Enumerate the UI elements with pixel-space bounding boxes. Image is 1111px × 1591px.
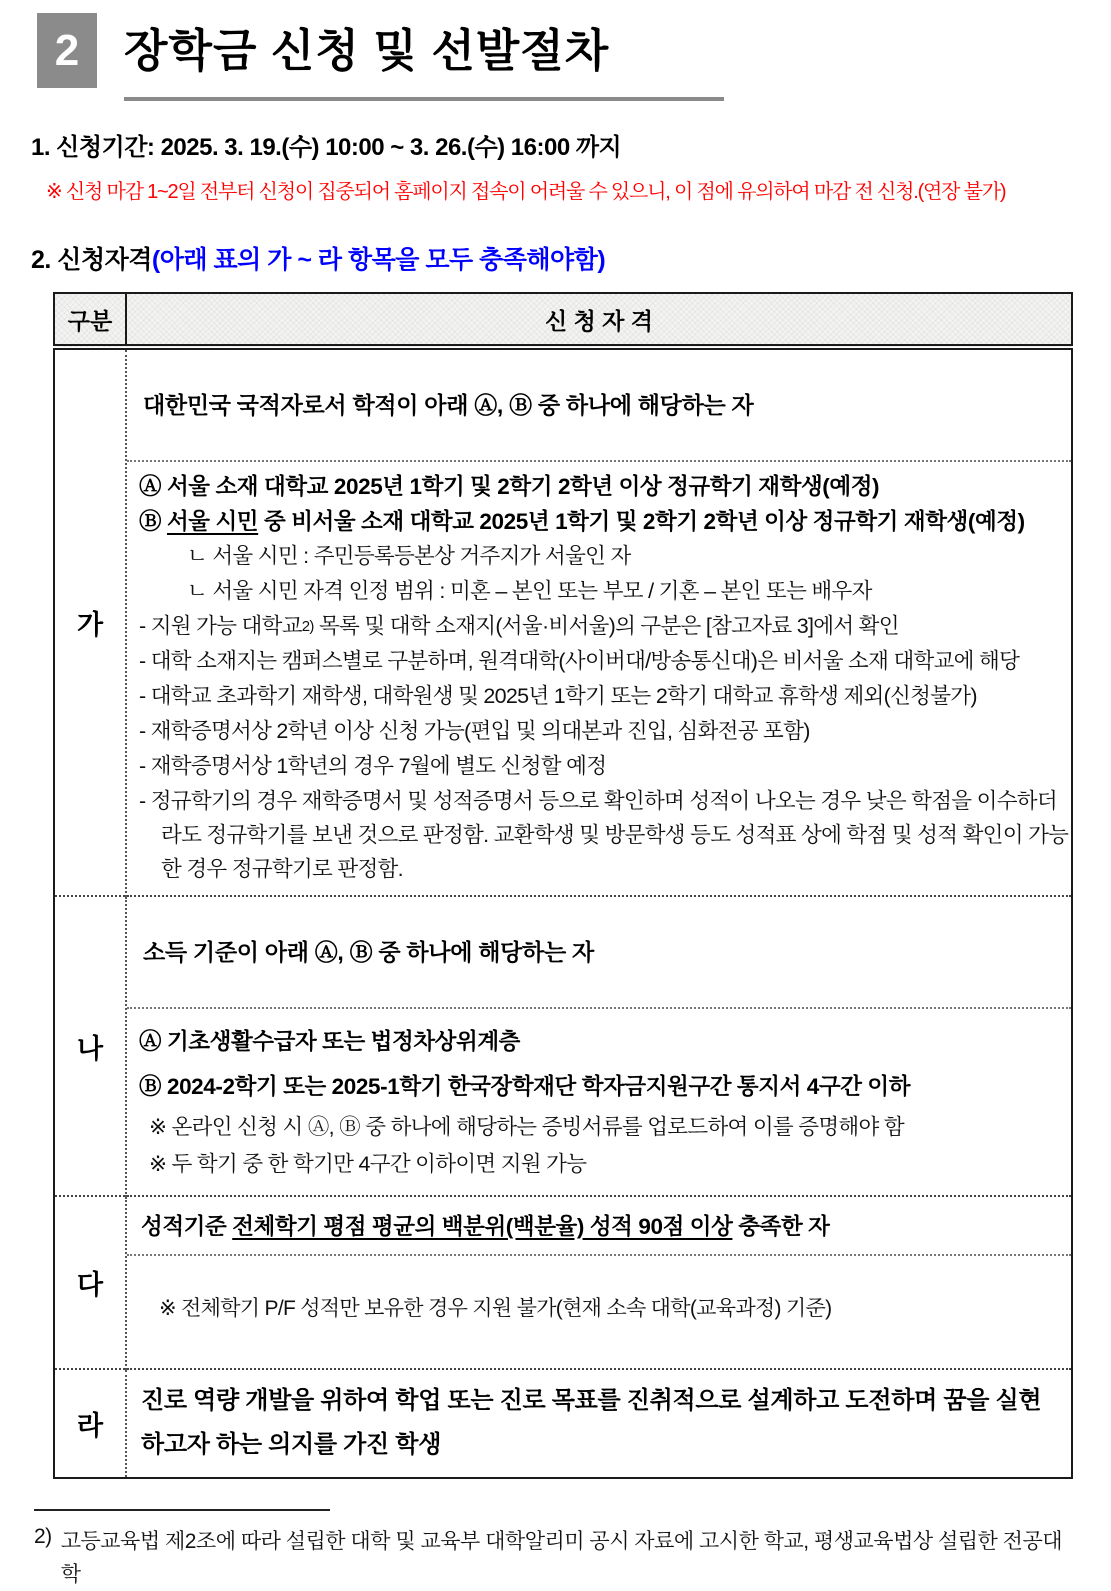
ra-text: 진로 역량 개발을 위하여 학업 또는 진로 목표를 진취적으로 설계하고 도전하며 꿈을 실현하고자 하는 의지를 가진 학생 [141,1387,1042,1458]
footnote-line [34,1525,1111,1591]
footnote [34,1509,1111,1591]
row-label-na: 나 [54,896,126,1196]
table-row-ga [54,347,1072,896]
column-header-category: 구분 [54,293,126,347]
eligibility-heading [31,240,1111,276]
page-title: 장학금 신청 및 선발절차 [124,25,610,76]
table-row-na [54,896,1072,1196]
row-content-da [126,1196,1072,1369]
footnote-reference: 2) [301,618,314,635]
table-header-row [54,293,1072,347]
ga-item-b-underlined: 서울 시민 [166,509,259,534]
na-item-b: Ⓑ 2024-2학기 또는 2025-1학기 한국장학재단 학자금지원구간 통지서 4구간 이하 [139,1074,911,1099]
title-wrap [124,13,724,101]
table-row-ra [54,1369,1072,1478]
row-label-ga: 가 [54,347,126,896]
ga-bullet1-rest: 목록 및 대학 소재지(서울·비서울)의 구분은 [참고자료 3]에서 확인 [313,614,899,638]
row-label-ra: 라 [54,1369,126,1478]
footnote-marker: 2) [34,1525,52,1548]
ga-bullet: - 정규학기의 경우 재학증명서 및 성적증명서 등으로 확인하며 성적이 나오는 경우 낮은 학점을 이수하더라도 정규학기를 보낸 것으로 판정함. 교환학생 및 방문학생 등도 성적표 상에 학점 및 성적 확인이 가능한 경우 정규학기로 판정함. [139,789,1069,881]
da-title-underlined: 전체학기 평점 평균의 백분위(백분율) 성적 90점 이상 [232,1214,733,1239]
ga-item-b [139,504,1071,539]
da-detail [127,1254,1071,1368]
row-content-na [126,896,1072,1196]
da-title [127,1197,1071,1254]
eligibility-table [53,292,1073,1479]
application-period-warning: ※ 신청 마감 1~2일 전부터 신청이 집중되어 홈페이지 접속이 어려울 수 있으니, 이 점에 유의하여 마감 전 신청.(연장 불가) [46,181,1006,203]
ga-bullet: - 재학증명서상 1학년의 경우 7월에 별도 신청할 예정 [139,754,607,778]
ga-intro: 대한민국 국적자로서 학적이 아래 Ⓐ, Ⓑ 중 하나에 해당하는 자 [143,392,754,418]
footnote-divider [34,1509,330,1511]
ga-sub-item: ㄴ 서울 시민 자격 인정 범위 : 미혼 – 본인 또는 부모 / 기혼 – 본인 또는 배우자 [187,579,872,603]
ga-detail [127,460,1071,895]
row-label-da: 다 [54,1196,126,1369]
section-number-badge: 2 [37,13,97,88]
column-header-qualification: 신 청 자 격 [126,293,1072,347]
ga-bullet: - 대학교 초과학기 재학생, 대학원생 및 2025년 1학기 또는 2학기 대학교 휴학생 제외(신청불가) [139,684,977,708]
da-title-pre: 성적기준 [141,1214,233,1239]
da-title-rest: 충족한 자 [732,1214,830,1239]
na-note: ※ 두 학기 중 한 학기만 4구간 이하이면 지원 가능 [149,1152,587,1176]
application-period-heading: 1. 신청기간: 2025. 3. 19.(수) 10:00 ~ 3. 26.(수) 16:00 까지 [31,134,622,161]
table-row-da [54,1196,1072,1369]
ga-item-a: Ⓐ 서울 소재 대학교 2025년 1학기 및 2학기 2학년 이상 정규학기 재학생(예정) [139,474,880,499]
document-page [0,13,1111,1586]
ga-bullet: - 대학 소재지는 캠퍼스별로 구분하며, 원격대학(사이버대/방송통신대)은 비서울 소재 대학교에 해당 [139,649,1020,673]
ga-bullet: - 재학증명서상 2학년 이상 신청 가능(편입 및 의대본과 진입, 심화전공 포함) [139,719,810,743]
section-header [37,13,1111,101]
ga-bullet-universities [139,609,1071,644]
na-detail [127,1007,1071,1195]
ga-bullet1-pre: - 지원 가능 대학교 [139,614,302,638]
footnote-text: 고등교육법 제2조에 따라 설립한 대학 및 교육부 대학알리미 공시 자료에 고시한 학교, 평생교육법상 설립한 전공대학 [60,1530,1063,1586]
na-note: ※ 온라인 신청 시 Ⓐ, Ⓑ 중 하나에 해당하는 증빙서류를 업로드하여 이를 증명해야 함 [149,1115,904,1139]
ga-sub-item: ㄴ 서울 시민 : 주민등록등본상 거주지가 서울인 자 [187,544,631,568]
row-content-ga [126,347,1072,896]
title-underline [124,97,724,101]
eligibility-heading-main: 2. 신청자격 [31,246,152,274]
na-intro: 소득 기준이 아래 Ⓐ, Ⓑ 중 하나에 해당하는 자 [143,939,594,965]
row-content-ra [126,1369,1072,1478]
ga-item-b-marker: Ⓑ [139,509,167,534]
da-note: ※ 전체학기 P/F 성적만 보유한 경우 지원 불가(현재 소속 대학(교육과정) 기준) [159,1297,832,1320]
eligibility-heading-note: (아래 표의 가 ~ 라 항목을 모두 충족해야함) [151,246,606,274]
na-item-a: Ⓐ 기초생활수급자 또는 법정차상위계층 [139,1029,521,1054]
ga-item-b-rest: 중 비서울 소재 대학교 2025년 1학기 및 2학기 2학년 이상 정규학기 재학생(예정) [258,509,1025,534]
